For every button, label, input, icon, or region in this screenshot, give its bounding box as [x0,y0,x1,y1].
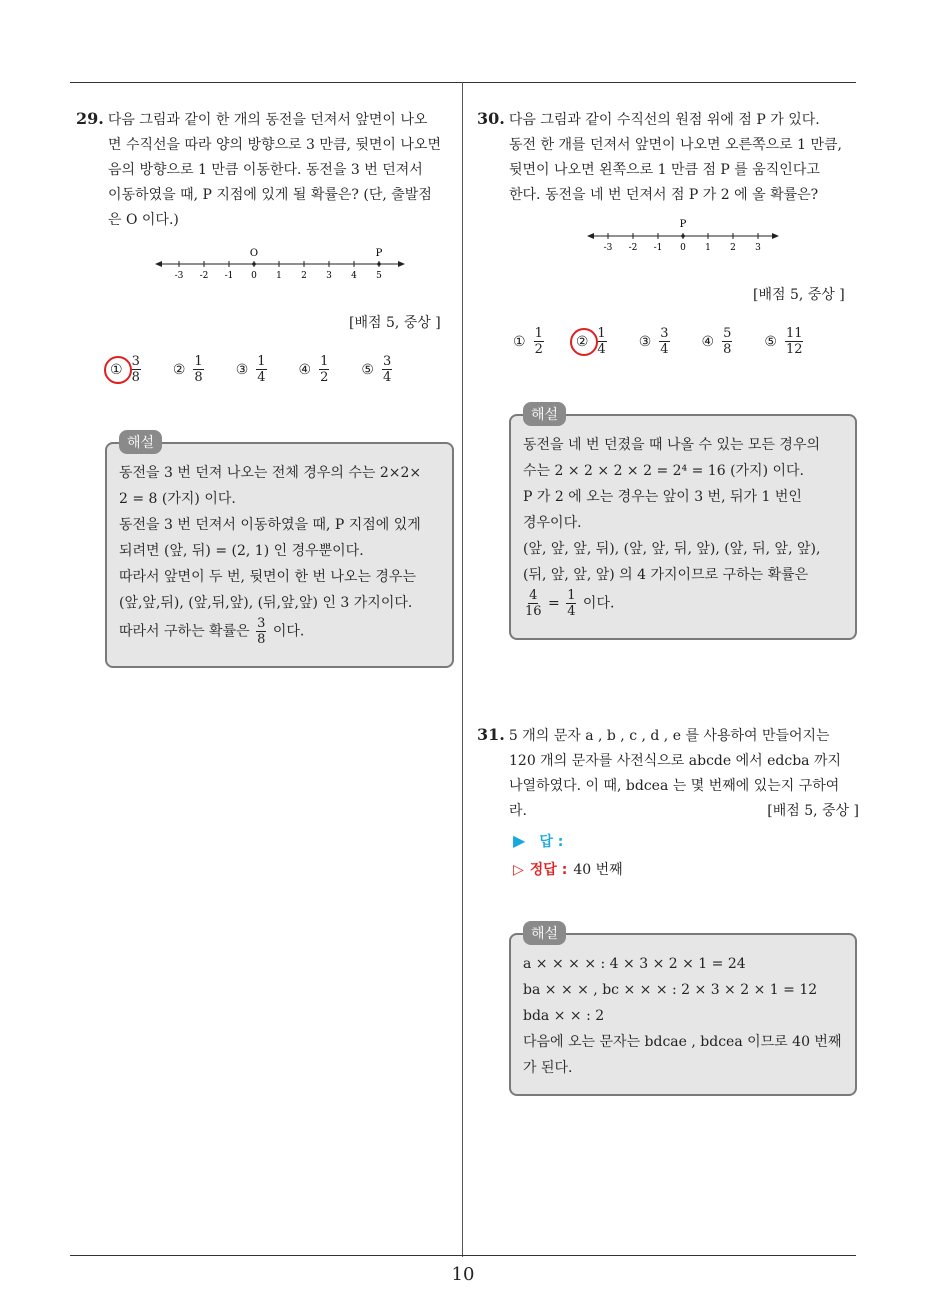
choice-4[interactable] [702,326,735,357]
tick-label: 1 [705,243,711,253]
selected-circle-mark [104,356,132,384]
tick-label: 0 [680,243,686,253]
fraction-denominator: 16 [525,604,542,619]
fraction-denominator: 4 [257,370,266,385]
explanation-line: 따라서 앞면이 두 번, 뒷면이 한 번 나오는 경우는 [119,569,417,585]
question-text: 라. [509,803,527,819]
explanation-line [119,616,442,647]
tick-label: 5 [376,271,382,281]
fraction-denominator: 2 [534,342,543,357]
fraction-denominator: 4 [382,370,392,385]
fraction-numerator: 4 [529,588,538,603]
question-text-line: 한다. 동전을 네 번 던져서 점 P 가 2 에 올 확률은? [509,187,819,203]
question-29 [76,106,456,233]
point-p [377,262,381,266]
explanation-line: (뒤, 앞, 앞, 앞) 의 4 가지이므로 구하는 확률은 [523,567,809,583]
choice-3[interactable] [639,326,672,357]
explanation-text: 따라서 구하는 확률은 [119,623,250,640]
explanation-line: 2 = 8 (가지) 이다. [119,491,236,507]
fraction-numerator: 1 [320,354,329,369]
choice-mark: ⑤ [764,333,777,350]
point-p-label: P [375,248,383,259]
choice-mark: ③ [235,361,249,378]
explanation-line: 가 된다. [523,1060,573,1076]
fraction-denominator: 4 [660,342,669,357]
tick-label: 3 [755,243,761,253]
tick-label: 4 [351,271,357,281]
fraction-numerator: 1 [567,588,576,603]
fraction-numerator: 5 [723,326,732,341]
correct-answer-label: 정답 : [529,862,568,878]
explanation-tag: 해설 [523,402,566,426]
tick-label: 1 [276,271,282,281]
fraction-denominator: 8 [131,370,140,385]
fraction-numerator: 1 [534,326,543,341]
explanation-line: bda × × : 2 [523,1008,605,1024]
question-number: 31. [477,725,505,744]
explanation-line: P 가 2 에 오는 경우는 앞이 3 번, 뒤가 1 번인 [523,489,802,505]
choice-4[interactable] [299,354,332,385]
explanation-line: 동전을 3 번 던져 나오는 전체 경우의 수는 2×2× [119,465,422,481]
fraction-denominator: 12 [785,342,803,357]
choices-29 [110,354,424,385]
point-p [681,234,685,238]
fraction-numerator: 3 [660,326,669,341]
selected-circle-mark [570,328,598,356]
question-text-line: 동전 한 개를 던져서 앞면이 나오면 오른쪽으로 1 만큼, [509,137,842,153]
choice-3[interactable] [236,354,269,385]
question-text-line: 다음 그림과 같이 한 개의 동전을 던져서 앞면이 나오 [107,112,428,128]
tick-label: -1 [224,271,234,281]
answer-label: 답 : [539,834,564,850]
question-text-line: 뒷면이 나오면 왼쪽으로 1 만큼 점 P 를 움직인다고 [509,162,820,178]
question-number: 30. [477,109,505,128]
choice-mark: ④ [298,361,312,378]
question-30 [477,106,857,208]
explanation-line: 동전을 3 번 던져서 이동하였을 때, P 지점에 있게 [119,517,421,533]
choice-1[interactable] [110,354,143,385]
explanation-line: ba × × × , bc × × × : 2 × 3 × 2 × 1 = 12 [523,982,818,998]
origin-label: O [249,248,259,259]
question-text-line [477,799,859,824]
score-label: [배점 5, 중상 ] [349,315,441,331]
choice-5[interactable] [361,354,394,385]
tick-label: 2 [301,271,307,281]
equals-sign: = [548,595,560,612]
explanation-box-30 [509,407,857,640]
explanation-line: 되려면 (앞, 뒤) = (2, 1) 인 경우뿐이다. [119,543,364,559]
page-number: 10 [451,1264,475,1285]
tick-label: -1 [653,243,663,253]
choice-mark: ① [513,333,526,350]
tick-label: -2 [628,243,638,253]
fraction-numerator: 11 [785,326,803,341]
correct-answer-value: 40 번째 [573,862,623,878]
choice-mark: ① [110,361,123,378]
tick-label: -3 [603,243,613,253]
answer-row [513,831,563,851]
fraction-denominator: 2 [320,370,329,385]
choices-30 [513,326,835,357]
explanation-text: 이다. [272,623,305,640]
choice-mark: ② [575,333,589,350]
choice-5[interactable] [764,326,805,357]
fraction-numerator: 1 [194,354,203,369]
tick-label: 2 [730,243,736,253]
fraction-numerator: 1 [597,326,606,341]
fraction-numerator: 3 [257,616,266,631]
explanation-tag: 해설 [119,430,162,454]
correct-answer-row [513,859,623,879]
fraction-denominator: 8 [723,342,732,357]
score-label: [배점 5, 중상 ] [767,803,859,819]
tick-label: -3 [174,271,184,281]
choice-mark: ④ [701,333,715,350]
question-text-line: 5 개의 문자 a , b , c , d , e 를 사용하여 만들어지는 [508,728,830,744]
tick-label: 0 [251,271,257,281]
question-text-line: 음의 방향으로 1 만큼 이동한다. 동전을 3 번 던져서 [108,162,423,178]
choice-2[interactable] [576,326,609,357]
question-number: 29. [76,109,104,128]
question-31 [477,722,859,824]
number-line-30 [587,214,779,256]
fraction-numerator: 3 [131,354,140,369]
fraction-denominator: 8 [194,370,203,385]
fraction-denominator: 4 [597,342,606,357]
top-rule [70,82,856,83]
choice-mark: ③ [638,333,652,350]
fraction-denominator: 8 [257,632,266,647]
explanation-box-31 [509,926,857,1096]
choice-mark: ② [172,361,186,378]
explanation-line: (앞, 앞, 앞, 뒤), (앞, 앞, 뒤, 앞), (앞, 뒤, 앞, 앞), [523,541,821,557]
question-text-line: 은 O 이다.) [108,212,179,228]
explanation-line: 경우이다. [523,515,582,531]
question-text-line: 다음 그림과 같이 수직선의 원점 위에 점 P 가 있다. [508,112,820,128]
choice-mark: ⑤ [361,361,374,378]
question-text-line: 나열하였다. 이 때, bdcea 는 몇 번째에 있는지 구하여 [509,778,840,794]
explanation-line: (앞,앞,뒤), (앞,뒤,앞), (뒤,앞,앞) 인 3 가지이다. [119,595,413,611]
origin-point [252,262,256,266]
explanation-line: 수는 2 × 2 × 2 × 2 = 2⁴ = 16 (가지) 이다. [523,463,804,479]
explanation-tag: 해설 [523,921,566,945]
column-divider [462,82,463,1257]
point-p-label: P [679,219,687,230]
fraction-numerator: 3 [382,354,392,369]
score-label: [배점 5, 중상 ] [753,287,845,303]
explanation-line: a × × × × : 4 × 3 × 2 × 1 = 24 [523,956,746,972]
fraction-numerator: 1 [257,354,266,369]
bottom-rule [70,1255,856,1256]
question-text-line: 이동하였을 때, P 지점에 있게 될 확률은? (단, 출발점 [108,187,432,203]
explanation-box-29 [105,435,454,668]
tick-label: -2 [199,271,209,281]
number-line-29 [155,244,405,286]
explanation-line: 다음에 오는 문자는 bdcae , bdcea 이므로 40 번째 [523,1034,842,1050]
question-text-line: 면 수직선을 따라 양의 방향으로 3 만큼, 뒷면이 나오면 [108,137,441,153]
choice-2[interactable] [173,354,206,385]
tick-label: 3 [326,271,332,281]
explanation-line [523,588,845,619]
outline-triangle-icon: ▷ [513,862,524,878]
choice-1[interactable] [513,326,546,357]
question-text-line: 120 개의 문자를 사전식으로 abcde 에서 edcba 까지 [509,753,842,769]
fraction-denominator: 4 [567,604,576,619]
explanation-text: 이다. [582,595,615,612]
explanation-line: 동전을 네 번 던졌을 때 나올 수 있는 모든 경우의 [523,437,821,453]
play-triangle-icon: ▶ [513,831,526,850]
